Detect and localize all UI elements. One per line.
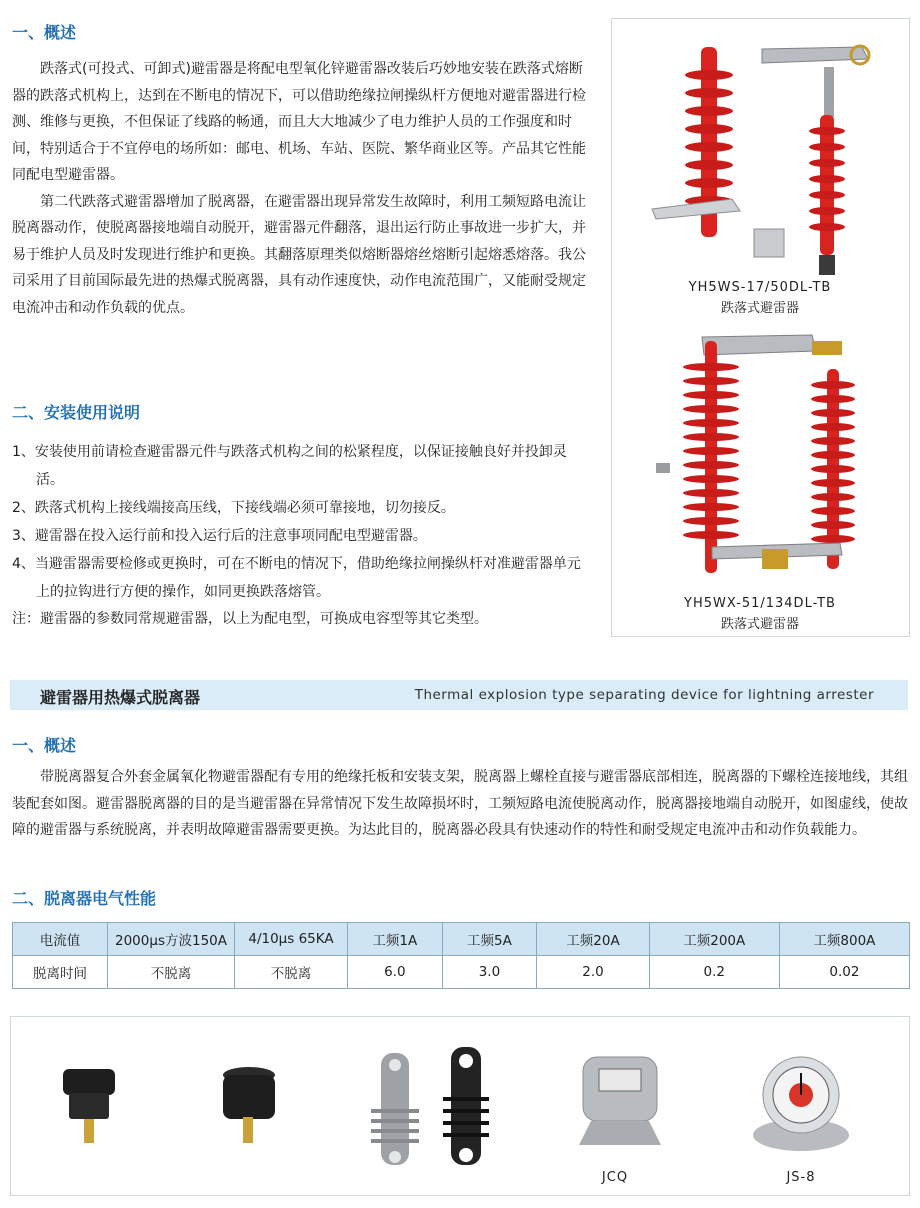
table-header-row — [13, 923, 910, 956]
device-photo-illustration — [11, 1017, 909, 1195]
js8-counter-image — [753, 1057, 849, 1151]
band-title-cn: 避雷器用热爆式脱离器 — [40, 688, 201, 707]
section-title-electrical: 二、脱离器电气性能 — [12, 889, 157, 908]
jcq-label: JCQ — [601, 1170, 629, 1185]
device-overview-text — [12, 764, 910, 844]
table-cell: 0.02 — [779, 956, 909, 989]
product-photo-illustration — [612, 19, 909, 636]
installation-note: 注：避雷器的参数同常规避雷器，以上为配电型，可换成电容型等其它类型。 — [12, 611, 488, 627]
device-photo-strip — [10, 1016, 910, 1196]
product-1-name: 跌落式避雷器 — [720, 301, 800, 316]
section-title-installation: 二、安装使用说明 — [12, 403, 141, 422]
overview-text — [12, 56, 586, 321]
table-header-cell: 工频20A — [537, 923, 649, 956]
product-1-model: YH5WS-17/50DL-TB — [688, 280, 832, 295]
title-band — [10, 680, 908, 710]
table-cell: 3.0 — [442, 956, 537, 989]
table-cell: 2.0 — [537, 956, 649, 989]
list-item: 1、安装使用前请检查避雷器元件与跌落式机构之间的松紧程度，以保证接触良好并投卸灵活。 — [12, 444, 567, 488]
table-header-cell: 工频5A — [442, 923, 537, 956]
table-cell: 不脱离 — [235, 956, 348, 989]
installation-list — [12, 438, 586, 606]
table-cell: 不脱离 — [108, 956, 235, 989]
table-cell: 0.2 — [649, 956, 779, 989]
product-2-name: 跌落式避雷器 — [720, 617, 800, 632]
overview-paragraph-2: 第二代跌落式避雷器增加了脱离器，在避雷器出现异常发生故障时，利用工频短路电流让脱离器动作，使脱离器接地端自动脱开，避雷器元件翻落，退出运行防止事故进一步扩大，并易于维护人员及时发现进行维护和更换。其翻落原理类似熔断器熔丝熔断引起熔悉熔落。我公司采用了目前国际最先进的热爆式脱离器，具有动作速度快，动作电流范围广，又能耐受规定电流冲击和动作负载的优点。 — [12, 193, 586, 316]
section-title-device-overview: 一、概述 — [12, 736, 77, 755]
table-header-cell: 电流值 — [13, 923, 108, 956]
arrester-2-image — [656, 335, 855, 573]
separator-device-1-image — [63, 1069, 115, 1143]
table-header-cell: 工频800A — [779, 923, 909, 956]
table-header-cell: 工频1A — [348, 923, 443, 956]
js8-label: JS-8 — [786, 1170, 816, 1185]
insulating-bracket-black-image — [443, 1047, 489, 1165]
table-cell: 脱离时间 — [13, 956, 108, 989]
product-photo-frame — [611, 18, 910, 637]
list-item: 4、当避雷器需要检修或更换时，可在不断电的情况下，借助绝缘拉闸操纵杆对准避雷器单元上的拉钩进行方便的操作，如同更换跌落熔管。 — [12, 556, 581, 600]
section-title-overview: 一、概述 — [12, 23, 77, 42]
table-header-cell: 工频200A — [649, 923, 779, 956]
band-title-en: Thermal explosion type separating device for lightning arrester — [414, 687, 874, 703]
table-row — [13, 956, 910, 989]
separator-device-2-image — [223, 1067, 275, 1143]
table-header-cell: 2000μs方波150A — [108, 923, 235, 956]
table-cell: 6.0 — [348, 956, 443, 989]
jcq-counter-image — [579, 1057, 661, 1145]
table-header-cell: 4/10μs 65KA — [235, 923, 348, 956]
list-item: 3、避雷器在投入运行前和投入运行后的注意事项同配电型避雷器。 — [12, 528, 427, 544]
insulating-bracket-grey-image — [371, 1053, 419, 1165]
device-overview-paragraph: 带脱离器复合外套金属氧化物避雷器配有专用的绝缘托板和安装支架，脱离器上螺栓直接与避雷器底部相连，脱离器的下螺栓连接地线，其组装配套如图。避雷器脱离器的目的是当避雷器在异常情况下发生故障损坏时，工频短路电流使脱离动作，脱离器接地端自动脱开，如图虚线，使故障的避雷器与系统脱离，并表明故障避雷器需要更换。为达此目的，脱离器必段具有快速动作的特性和耐受规定电流冲击和动作负载能力。 — [12, 769, 908, 838]
arrester-1-image — [652, 46, 869, 275]
product-2-model: YH5WX-51/134DL-TB — [684, 596, 836, 611]
list-item: 2、跌落式机构上接线端接高压线，下接线端必须可靠接地，切勿接反。 — [12, 500, 455, 516]
electrical-performance-table — [12, 922, 910, 989]
overview-paragraph-1: 跌落式(可投式、可卸式)避雷器是将配电型氧化锌避雷器改装后巧妙地安装在跌落式熔断器的跌落式机构上，达到在不断电的情况下，可以借助绝缘拉闸操纵杆方便地对避雷器进行检测、维修与更换，不但保证了线路的畅通，而且大大地减少了电力维护人员的工作强度和时间，特别适合于不宜停电的场所如：邮电、机场、车站、医院、繁华商业区等。产品其它性能同配电型避雷器。 — [12, 61, 586, 183]
